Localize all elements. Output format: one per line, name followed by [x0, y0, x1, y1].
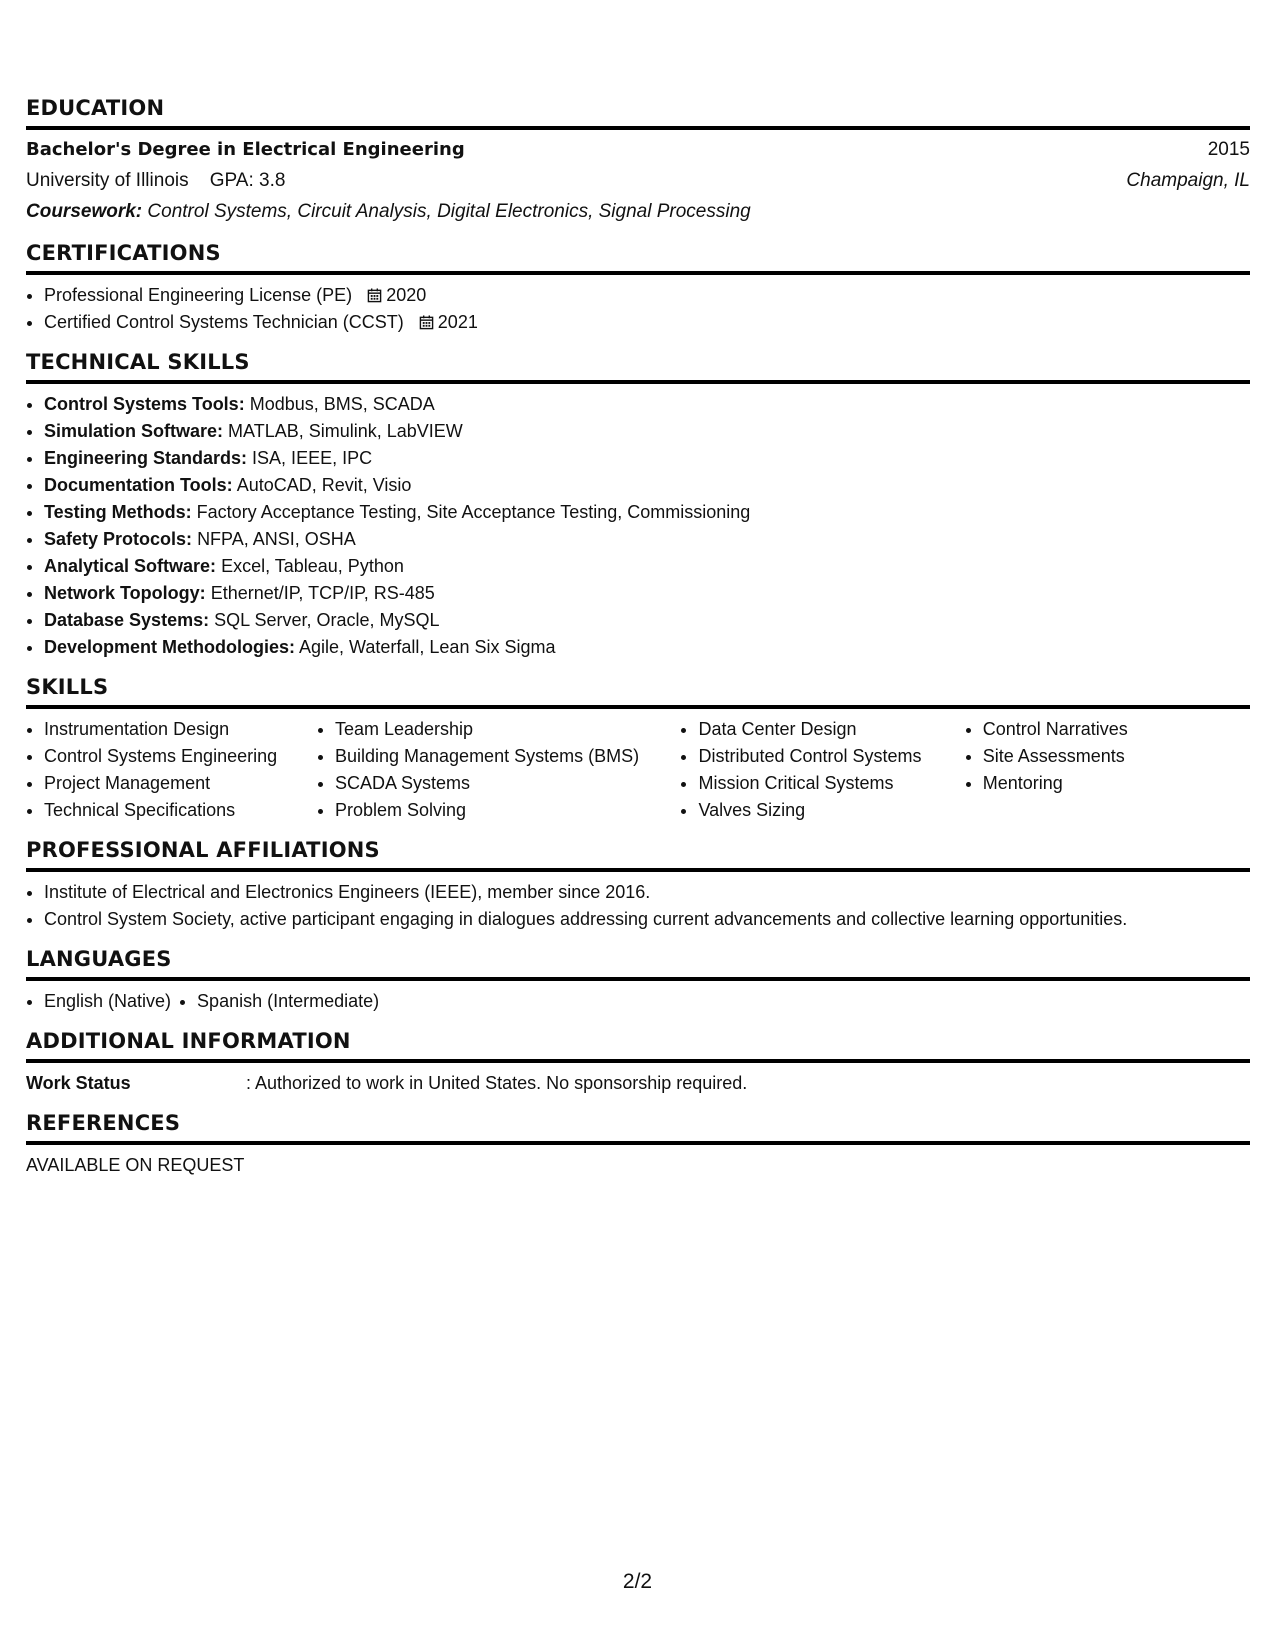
section-title-references: REFERENCES [26, 1111, 1250, 1145]
skill-values: AutoCAD, Revit, Visio [236, 475, 412, 495]
list-item: • Spanish (Intermediate) [197, 988, 379, 1015]
section-title-additional-info: ADDITIONAL INFORMATION [26, 1029, 1250, 1063]
list-item [44, 445, 1250, 472]
list-item: • Control Systems Engineering [44, 743, 317, 770]
coursework-list: Control Systems, Circuit Analysis, Digital Electronics, Signal Processing [147, 201, 751, 222]
technical-skills-list [26, 391, 1250, 661]
list-item: • Data Center Design [698, 716, 964, 743]
affiliations-list [26, 879, 1250, 933]
skill-category: Simulation Software: [44, 421, 224, 441]
skill-category: Network Topology: [44, 583, 206, 603]
list-item: • Distributed Control Systems [698, 743, 964, 770]
additional-info-section [26, 1029, 1250, 1097]
skill-category: Safety Protocols: [44, 529, 193, 549]
skills-column [965, 716, 1250, 824]
certification-name: Certified Control Systems Technician (CCST) [44, 312, 404, 332]
list-item: • Technical Specifications [44, 797, 317, 824]
skill-category: Engineering Standards: [44, 448, 248, 468]
technical-skills-section [26, 350, 1250, 661]
affiliations-section [26, 838, 1250, 933]
section-title-skills: SKILLS [26, 675, 1250, 709]
references-text: AVAILABLE ON REQUEST [26, 1155, 245, 1175]
education-section [26, 96, 1250, 227]
list-item: • Problem Solving [335, 797, 681, 824]
skill-values: SQL Server, Oracle, MySQL [214, 610, 440, 630]
page-number: 2/2 [622, 1570, 653, 1593]
certifications-section [26, 241, 1250, 336]
skill-values: Ethernet/IP, TCP/IP, RS-485 [210, 583, 435, 603]
skills-column [26, 716, 317, 824]
list-item: • Mission Critical Systems [698, 770, 964, 797]
skills-column [317, 716, 681, 824]
languages-section [26, 947, 1250, 1015]
list-item: • Mentoring [983, 770, 1250, 797]
section-title-certifications: CERTIFICATIONS [26, 241, 1250, 275]
list-item [44, 309, 1250, 336]
skill-values: Factory Acceptance Testing, Site Acceptance Testing, Commissioning [196, 502, 751, 522]
list-item [44, 634, 1250, 661]
skill-values: ISA, IEEE, IPC [252, 448, 373, 468]
certification-year: 2020 [386, 285, 427, 305]
section-title-languages: LANGUAGES [26, 947, 1250, 981]
list-item: • Site Assessments [983, 743, 1250, 770]
calendar-icon [367, 288, 382, 303]
references-section [26, 1111, 1250, 1179]
list-item: • Control Narratives [983, 716, 1250, 743]
list-item [44, 282, 1250, 309]
list-item: • English (Native) [44, 988, 171, 1015]
coursework-label: Coursework: [26, 201, 143, 222]
list-item: • Instrumentation Design [44, 716, 317, 743]
section-title-education: EDUCATION [26, 96, 1250, 130]
list-item [44, 553, 1250, 580]
languages-list [26, 988, 1250, 1015]
skills-column [680, 716, 964, 824]
list-item [44, 418, 1250, 445]
list-item [44, 472, 1250, 499]
skill-category: Database Systems: [44, 610, 210, 630]
skill-category: Control Systems Tools: [44, 394, 245, 414]
skill-values: NFPA, ANSI, OSHA [197, 529, 356, 549]
certification-year: 2021 [437, 312, 478, 332]
resume-page [26, 96, 1250, 1193]
school-name: University of Illinois [26, 170, 189, 191]
section-title-technical-skills: TECHNICAL SKILLS [26, 350, 1250, 384]
skill-values: Modbus, BMS, SCADA [249, 394, 435, 414]
list-item: • Institute of Electrical and Electronics Engineers (IEEE), member since 2016. [44, 879, 1250, 906]
work-status-value: : Authorized to work in United States. No sponsorship required. [246, 1073, 748, 1093]
list-item [44, 499, 1250, 526]
skills-section [26, 675, 1250, 824]
work-status-row [26, 1070, 1250, 1097]
list-item [44, 607, 1250, 634]
list-item: • Project Management [44, 770, 317, 797]
list-item: • SCADA Systems [335, 770, 681, 797]
coursework [26, 196, 1250, 227]
skill-category: Documentation Tools: [44, 475, 233, 495]
graduation-year: 2015 [1207, 139, 1250, 160]
skill-values: Agile, Waterfall, Lean Six Sigma [299, 637, 556, 657]
skill-values: MATLAB, Simulink, LabVIEW [228, 421, 463, 441]
degree: Bachelor's Degree in Electrical Engineering [26, 139, 465, 160]
calendar-icon [419, 315, 434, 330]
skill-category: Development Methodologies: [44, 637, 296, 657]
work-status-label: Work Status [26, 1073, 131, 1093]
certification-name: Professional Engineering License (PE) [44, 285, 353, 305]
list-item: • Team Leadership [335, 716, 681, 743]
list-item: • Building Management Systems (BMS) [335, 743, 681, 770]
list-item [44, 526, 1250, 553]
list-item [44, 580, 1250, 607]
list-item [44, 391, 1250, 418]
gpa: GPA: 3.8 [209, 170, 286, 191]
skill-category: Testing Methods: [44, 502, 192, 522]
list-item: • Valves Sizing [698, 797, 964, 824]
certifications-list [26, 282, 1250, 336]
list-item: • Control System Society, active participant engaging in dialogues addressing current advancements and collective learning opportunities. [44, 906, 1250, 933]
skill-values: Excel, Tableau, Python [221, 556, 404, 576]
school-location: Champaign, IL [1126, 170, 1250, 191]
skill-category: Analytical Software: [44, 556, 217, 576]
section-title-affiliations: PROFESSIONAL AFFILIATIONS [26, 838, 1250, 872]
